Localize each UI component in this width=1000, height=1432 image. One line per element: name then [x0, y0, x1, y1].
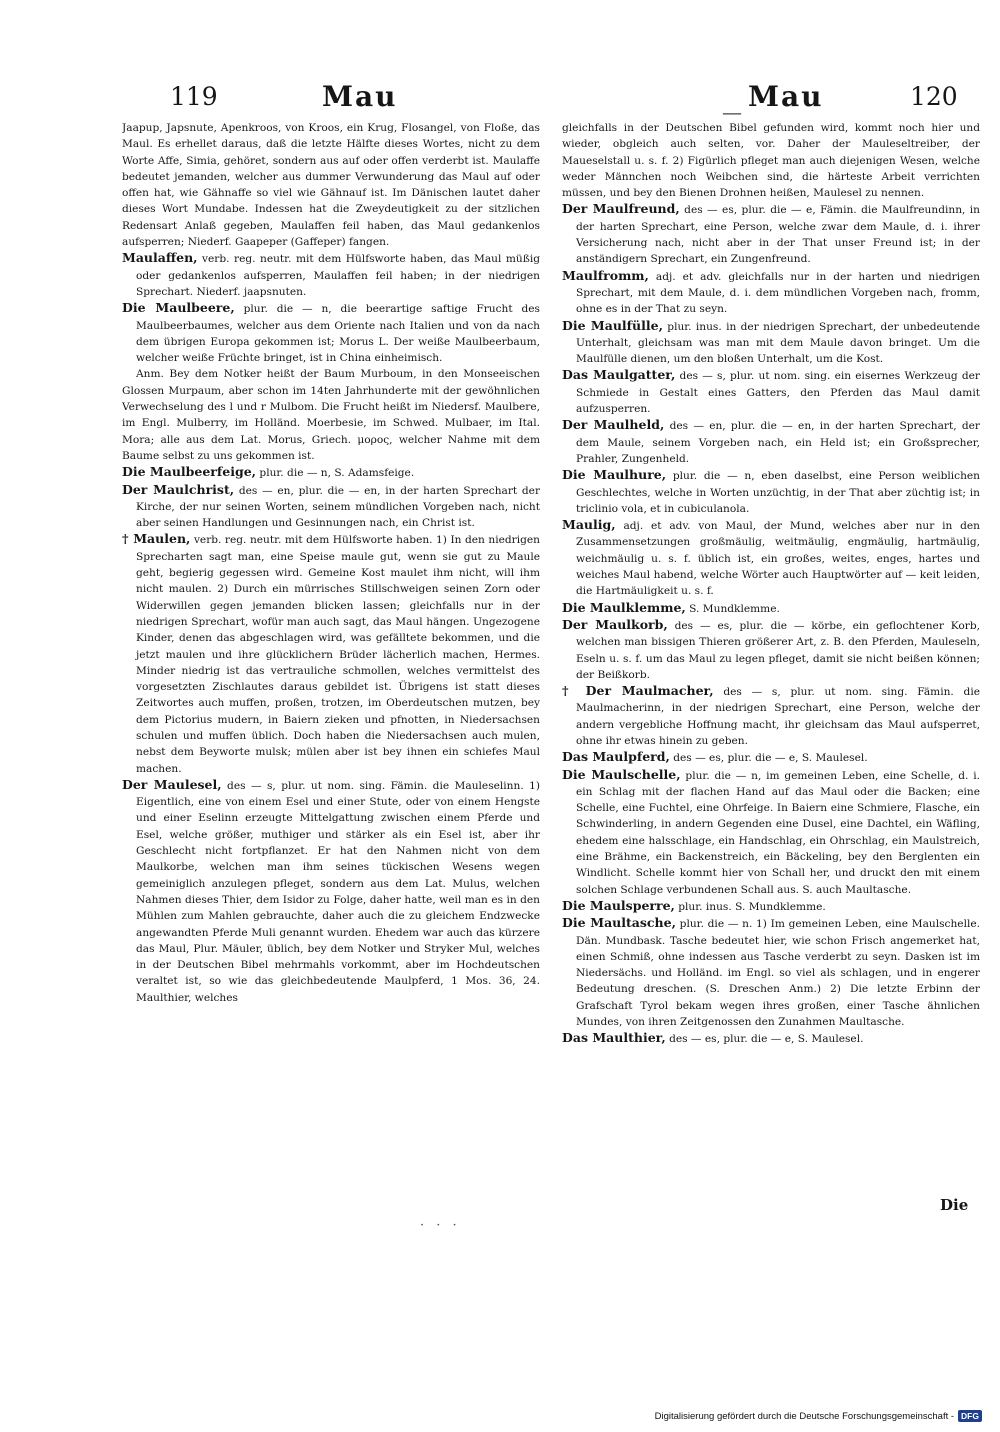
entry-headword: Maulfromm,: [562, 267, 649, 283]
dictionary-entry: [122, 531, 540, 776]
footer: [655, 1410, 982, 1422]
entry-text: plur. die — n, im gemeinen Leben, eine Schelle, d. i. ein Schlag mit der flachen Hand auf das Maul oder die Backen; eine Schelle, eine Fuchtel, eine Ohrfeige. In Baiern eine Schmiere, Flasche, ein Schwinderling, in andern Gegenden eine Dusel, eine Dachtel, ein Wäfling, ehedem eine halsschlage, ein Handschlag, ein Ohrschlag, ein Maulstreich, eine Brähme, ein Backenstreich, ein Bäckeling, bey den Berglenten ein Windlicht. Schelle kommt hier von Schall her, und druckt den mit einem solchen Schlage verbundenen Schall aus. S. auch Maultasche.: [576, 769, 980, 896]
entry-text: adj. et adv. gleichfalls nur in der harten und niedrigen Sprechart, mit dem Maule, d. i. dem mündlichen Vorgeben nach, fromm, ohne es in der That zu seyn.: [576, 270, 980, 316]
dictionary-entry: [122, 120, 540, 250]
dictionary-entry: [562, 367, 980, 417]
page-number-right: 120: [910, 82, 958, 111]
entry-text: plur. die — n, S. Adamsfeige.: [259, 467, 415, 480]
entry-headword: Die Maulklemme,: [562, 599, 686, 615]
dictionary-entry: [562, 417, 980, 467]
catchword: Die: [940, 1196, 969, 1214]
entry-headword: Das Maulgatter,: [562, 367, 676, 383]
dictionary-entry: [562, 1030, 980, 1047]
entry-headword: Die Maulbeerfeige,: [122, 464, 257, 480]
entry-headword: Der Maulfreund,: [562, 201, 680, 217]
dictionary-entry: [562, 318, 980, 368]
entry-headword: Maulig,: [562, 517, 616, 533]
entry-headword: Die Maulbeere,: [122, 300, 235, 316]
entry-text: des — es, plur. die — e, S. Maulesel.: [669, 1033, 864, 1046]
dictionary-entry: [562, 120, 980, 201]
dictionary-entry: [562, 683, 980, 749]
entry-text: des — es, plur. die — e, Fämin. die Maulfreundinn, in der harten Sprechart, eine Person, welche zwar dem Maule, d. i. ihrer Versicherung nach, nicht aber in der That unser Freund ist; in der anständigern Sprechart, ein Zungenfreund.: [576, 204, 980, 266]
entry-text: des — s, plur. ut nom. sing. ein eisernes Werkzeug der Schmiede in Gestalt eines Gatters, den Pferden das Maul damit aufzusperren.: [576, 370, 980, 416]
entry-text: verb. reg. neutr. mit dem Hülfsworte haben. 1) In den niedrigen Sprecharten sagt man, eine Speise maule gut, wenn sie gut zu Maule geht, begierig gegessen wird. Gemeine Kost maulet ihm nicht, will ihm nicht maulen. 2) Durch ein mürrisches Stillschweigen seinen Zorn oder Widerwillen gegen jemanden blicken lassen; gleichfalls nur in der niedrigen Sprechart, wofür man auch sagt, das Maul hängen. Ungezogene Kinder, denen das abgeschlagen wird, was gefälltete bekommen, und die jetzt maulen und ihre glücklichern Brüder lächerlich machen, Hermes. Minder niedrig ist das vertrauliche schmollen, welches vermittelst des vorgesetzten Zischlautes daraus gebildet ist. Übrigens ist statt dieses Zeitwortes auch muffen, proßen, trotzen, im Oberdeutschen mutzen, bey dem Pictorius mudern, in Baiern zieken und pfnotten, in Niedersachsen schulen und muffen üblich. Doch haben die Niedersachsen auch mulen, nebst dem Beyworte mulsk; mülen aber ist bey ihnen ein schiefes Maul machen.: [136, 534, 540, 775]
entry-headword: Der Maulesel,: [122, 776, 222, 792]
dfg-logo: DFG: [958, 1410, 982, 1422]
entry-text: verb. reg. neutr. mit dem Hülfsworte haben, das Maul müßig oder gedankenlos aufsperren, Maulaffen feil haben; in der niedrigen Sprechart. Niederf. jaapsnuten.: [136, 253, 540, 298]
dictionary-entry: [122, 482, 540, 532]
footer-text: Digitalisierung gefördert durch die Deutsche Forschungsgemeinschaft -: [654, 1410, 955, 1422]
entry-text: des — en, plur. die — en, in der harten Sprechart der Kirche, der nur seinen Worten, seinem mündlichen Vorgeben nach, nicht aber seinen Handlungen und Gesinnungen nach, ein Christ ist.: [136, 484, 540, 530]
left-column: [122, 120, 540, 1205]
head-word-left: Mau: [322, 80, 398, 113]
dictionary-note: [122, 366, 540, 464]
dictionary-entry: [562, 617, 980, 683]
entry-headword: Der Maulheld,: [562, 417, 665, 433]
entry-text: des — es, plur. die — e, S. Maulesel.: [673, 752, 868, 765]
entry-text: S. Mundklemme.: [689, 602, 780, 615]
entry-text: plur. inus. in der niedrigen Sprechart, der unbedeutende Unterhalt, gleichsam was man mit dem Maule davon bringet. Um die Maulfülle dienen, um den bloßen Unterhalt, um die Kost.: [576, 320, 980, 366]
entry-text: des — s, plur. ut nom. sing. Fämin. die Mauleselinn. 1) Eigentlich, eine von einem Esel und einer Stute, oder von einem Hengste und einer Eselinn erzeugte Mittelgattung zwischen einem Pferde und Esel, welche größer, muthiger und stärker als ein Esel ist, aber ihr Geschlecht nicht fortpflanzet. Er hat den Nahmen nicht von dem Maulkorbe, welchen man ihm seines tückischen Wesens wegen gemeiniglich anzulegen pfleget, sondern aus dem Lat. Mulus, welchen Nahmen dieses Thier, dem Isidor zu Folge, daher hatte, weil man es in den Mühlen zum Mahlen gebrauchte, daher auch die zu gleichem Endzwecke angewandten Pferde Muli genannt wurden. Ehedem war auch das kürzere das Maul, Plur. Mäuler, üblich, bey dem Notker und Stryker Mul, welches in der Deutschen Bibel mehrmahls vorkommt, aber im Hochdeutschen veraltet ist, so wie das gleichbedeutende Maulpferd, 1 Mos. 36, 24. Maulthier, welches: [136, 779, 540, 1004]
dictionary-entry: [562, 268, 980, 318]
entry-text: gleichfalls in der Deutschen Bibel gefunden wird, kommt noch hier und wieder, obgleich auch selten, vor. Daher der Mauleseltreiber, der Maueselstall u. s. f. 2) Figürlich pfleget man auch diejenigen Wesen, welche weder Männchen noch Weibchen sind, die härteste Arbeit verrichten müssen, und bey den Bienen Drohnen heißen, Maulesel zu nennen.: [562, 122, 980, 200]
entry-text: plur. inus. S. Mundklemme.: [678, 900, 826, 913]
dictionary-entry: [562, 517, 980, 599]
entry-text: plur. die — n, die beerartige saftige Frucht des Maulbeerbaumes, welcher aus dem Oriente nach Italien und von da nach dem übrigen Europa gekommen ist; Morus L. Der weiße Maulbeerbaum, welcher weiße Früchte bringet, ist in China einheimisch.: [136, 303, 540, 365]
entry-headword: Die Maulhure,: [562, 467, 667, 483]
entry-headword: Die Maulfülle,: [562, 317, 663, 333]
entry-headword: † Der Maulmacher,: [562, 683, 714, 699]
entry-headword: † Maulen,: [122, 531, 191, 547]
dictionary-entry: [122, 250, 540, 300]
right-column: [562, 120, 980, 1205]
entry-headword: Die Maulschelle,: [562, 766, 681, 782]
dictionary-entry: [562, 915, 980, 1030]
dictionary-entry: [122, 300, 540, 366]
entry-headword: Die Maultasche,: [562, 915, 676, 931]
entry-text: des — s, plur. ut nom. sing. Fämin. die Maulmacherinn, in der niedrigen Sprechart, eine Person, welche der andern vergebliche Hoffnung macht, ihr gleichsam das Maul aufsperret, ohne ihr etwas hinein zu geben.: [576, 686, 980, 747]
entry-headword: Der Maulchrist,: [122, 481, 235, 497]
header-rule: —: [722, 100, 742, 124]
bottom-marks: · · ·: [420, 1218, 461, 1233]
entry-headword: Das Maulpferd,: [562, 749, 670, 765]
entry-text: Anm. Bey dem Notker heißt der Baum Murboum, in den Monseeischen Glossen Murpaum, aber schon im 14ten Jahrhunderte mit der gewöhnlichen Verwechselung des l und r Mulbom. Die Frucht heißt im Niedersf. Maulbere, im Engl. Mulberry, im Holländ. Moerbesie, im Schwed. Mulbaer, im Ital. Mora; alle aus dem Lat. Morus, Griech. μορος, welcher Nahme mit dem Baume selbst zu uns gekommen ist.: [122, 368, 540, 462]
page-number-left: 119: [170, 82, 218, 111]
entry-text: plur. die — n, eben daselbst, eine Person weiblichen Geschlechtes, welche in Worten unzüchtig, in der That aber züchtig ist; in triclinio vola, et in cubiculanola.: [576, 470, 980, 515]
entry-text: plur. die — n. 1) Im gemeinen Leben, eine Maulschelle. Dän. Mundbask. Tasche bedeutet hier, wie schon Frisch angemerket hat, einen Schmiß, ohne indessen aus Tasche verderbt zu seyn. Dasken ist im Niedersächs. und Holländ. im Engl. so viel als schlagen, und in engerer Bedeutung dreschen. (S. Dreschen Anm.) 2) Die letzte Erbinn der Grafschaft Tyrol bekam wegen ihres großen, einer Tasche ähnlichen Mundes, von ihren Zeitgenossen den Zunahmen Maultasche.: [576, 918, 980, 1029]
dictionary-entry: [562, 749, 980, 766]
entry-headword: Der Maulkorb,: [562, 616, 668, 632]
entry-text: adj. et adv. von Maul, der Mund, welches aber nur in den Zusammensetzungen großmäulig, weitmäulig, engmäulig, hartmäulig, weichmäulig u. s. f. üblich ist, ein großes, weites, enges, hartes und weiches Maul habend, welche Wörter auch Hauptwörter auf — keit leiden, die Hartmäuligkeit u. s. f.: [576, 520, 980, 598]
dictionary-entry: [562, 600, 980, 617]
dictionary-entry: [562, 467, 980, 517]
dictionary-entry: [562, 201, 980, 267]
dictionary-entry: [122, 777, 540, 1006]
dictionary-entry: [122, 464, 540, 481]
entry-text: Jaapup, Japsnute, Apenkroos, von Kroos, ein Krug, Flosangel, von Floße, das Maul. Es erhellet daraus, daß die letzte Hälfte dieses Wortes, nicht zu dem Worte Affe, Simia, gehöret, sondern aus auf oder offen verderbt ist. Maulaffe bedeutet jemanden, welcher aus dummer Verwunderung das Maul auf oder offen hat, wie Gähnaffe so viel wie Gähnauf ist. Im Dänischen lautet daher dieses Wort Mundabe. Indessen hat die Zweydeutigkeit zu der sitzlichen Redensart Anlaß gegeben, Maulaffen feil haben, das Maul gedankenlos aufsperren; Niederf. Gaapeper (Gaffeper) fangen.: [122, 122, 540, 249]
entry-headword: Das Maulthier,: [562, 1030, 666, 1046]
entry-text: des — en, plur. die — en, in der harten Sprechart, der dem Maule, seinem Vorgeben nach, ein Held ist; ein Großsprecher, Prahler, Zungenheld.: [576, 420, 980, 465]
entry-text: des — es, plur. die — körbe, ein geflochtener Korb, welchen man bissigen Thieren größerer Art, z. B. den Pferden, Mauleseln, Eseln u. s. f. um das Maul zu legen pfleget, damit sie nicht beißen können; der Beißkorb.: [576, 619, 980, 681]
entry-headword: Die Maulsperre,: [562, 897, 675, 913]
head-word-right: Mau: [748, 80, 824, 113]
dictionary-entry: [562, 898, 980, 915]
dictionary-entry: [562, 767, 980, 898]
entry-headword: Maulaffen,: [122, 250, 198, 266]
